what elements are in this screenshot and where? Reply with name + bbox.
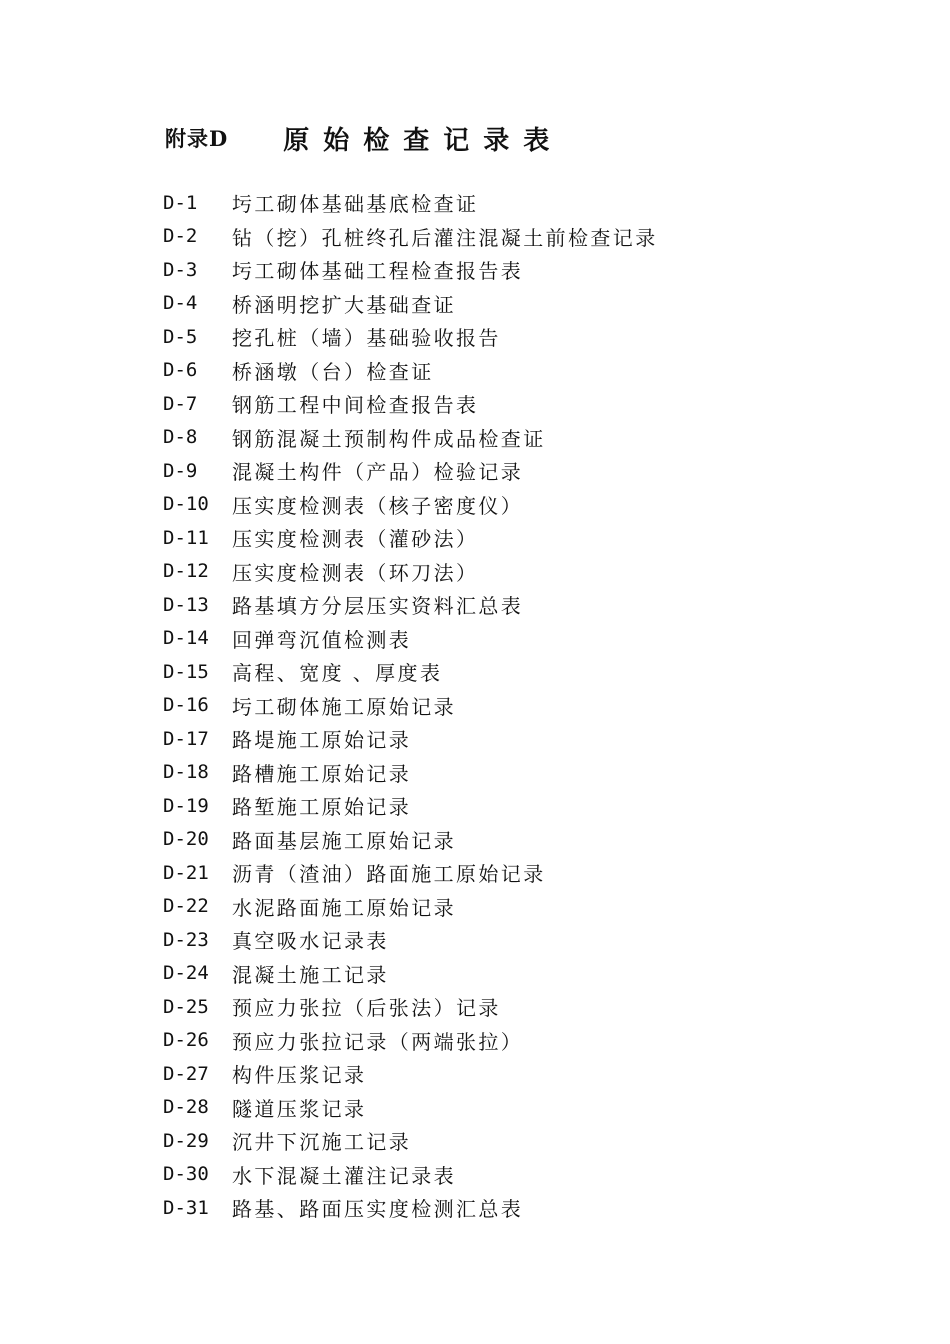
entry-code: D-19 [163,794,209,817]
entry-code: D-25 [163,995,209,1018]
entry-title: 水泥路面施工原始记录 [232,895,456,920]
page-title: 原始检查记录表 [283,125,564,156]
list-item [163,856,658,890]
entry-code: D-21 [163,861,209,884]
list-item [163,957,658,991]
entry-code: D-17 [163,727,209,750]
entry-code: D-27 [163,1062,209,1085]
entry-code: D-7 [163,392,198,415]
entry-title: 高程、宽度 、厚度表 [232,661,443,686]
entry-title: 构件压浆记录 [232,1063,367,1088]
list-item [163,354,658,388]
list-item [163,722,658,756]
list-item [163,320,658,354]
entry-title: 混凝土构件（产品）检验记录 [232,460,524,485]
list-item [163,622,658,656]
list-item [163,454,658,488]
appendix-label: 附录D [165,126,229,151]
list-item [163,287,658,321]
list-item [163,689,658,723]
entry-code: D-8 [163,426,198,449]
entry-code: D-20 [163,828,209,851]
list-item [163,1057,658,1091]
entry-title: 钢筋混凝土预制构件成品检查证 [232,426,546,451]
entry-title: 挖孔桩（墙）基础验收报告 [232,326,501,351]
entry-title: 回弹弯沉值检测表 [232,627,412,652]
entry-code: D-13 [163,593,209,616]
list-item [163,1024,658,1058]
entry-title: 圬工砌体基础基底检查证 [232,192,479,217]
entry-code: D-28 [163,1096,209,1119]
entry-code: D-29 [163,1129,209,1152]
page-heading [165,118,563,158]
entry-code: D-11 [163,526,209,549]
entry-title: 预应力张拉（后张法）记录 [232,996,501,1021]
entry-code: D-5 [163,325,198,348]
list-item [163,588,658,622]
list-item [163,1158,658,1192]
entry-title: 沉井下沉施工记录 [232,1130,412,1155]
entry-title: 路槽施工原始记录 [232,761,412,786]
entry-title: 隧道压浆记录 [232,1096,367,1121]
entry-code: D-31 [163,1196,209,1219]
list-item [163,521,658,555]
entry-title: 压实度检测表（核子密度仪） [232,493,524,518]
entry-code: D-3 [163,258,198,281]
entry-code: D-22 [163,895,209,918]
list-item [163,253,658,287]
entry-code: D-6 [163,359,198,382]
list-item [163,421,658,455]
entry-code: D-18 [163,761,209,784]
entry-code: D-16 [163,694,209,717]
entry-title: 钢筋工程中间检查报告表 [232,393,479,418]
list-item [163,1091,658,1125]
list-item [163,488,658,522]
entry-code: D-15 [163,660,209,683]
list-item [163,555,658,589]
entry-title: 水下混凝土灌注记录表 [232,1163,456,1188]
list-item [163,990,658,1024]
list-item [163,823,658,857]
list-item [163,655,658,689]
entry-code: D-30 [163,1163,209,1186]
entry-title: 钻（挖）孔桩终孔后灌注混凝土前检查记录 [232,225,658,250]
entry-code: D-24 [163,962,209,985]
entry-title: 圬工砌体施工原始记录 [232,694,456,719]
entry-code: D-26 [163,1029,209,1052]
record-form-list [163,186,658,1225]
entry-title: 压实度检测表（环刀法） [232,560,479,585]
list-item [163,1124,658,1158]
entry-title: 路堤施工原始记录 [232,728,412,753]
list-item [163,387,658,421]
list-item [163,756,658,790]
list-item [163,1191,658,1225]
entry-code: D-1 [163,191,198,214]
entry-code: D-23 [163,928,209,951]
entry-title: 桥涵明挖扩大基础查证 [232,292,456,317]
entry-code: D-12 [163,560,209,583]
list-item [163,923,658,957]
list-item [163,186,658,220]
entry-code: D-14 [163,627,209,650]
entry-title: 预应力张拉记录（两端张拉） [232,1029,524,1054]
entry-title: 桥涵墩（台）检查证 [232,359,434,384]
entry-title: 路堑施工原始记录 [232,795,412,820]
entry-code: D-10 [163,493,209,516]
entry-title: 混凝土施工记录 [232,962,389,987]
entry-title: 压实度检测表（灌砂法） [232,527,479,552]
entry-code: D-4 [163,292,198,315]
list-item [163,220,658,254]
entry-code: D-9 [163,459,198,482]
entry-title: 沥青（渣油）路面施工原始记录 [232,862,546,887]
entry-code: D-2 [163,225,198,248]
entry-title: 真空吸水记录表 [232,929,389,954]
entry-title: 路面基层施工原始记录 [232,828,456,853]
entry-title: 圬工砌体基础工程检查报告表 [232,259,524,284]
entry-title: 路基填方分层压实资料汇总表 [232,594,524,619]
list-item [163,890,658,924]
list-item [163,789,658,823]
entry-title: 路基、路面压实度检测汇总表 [232,1197,524,1222]
